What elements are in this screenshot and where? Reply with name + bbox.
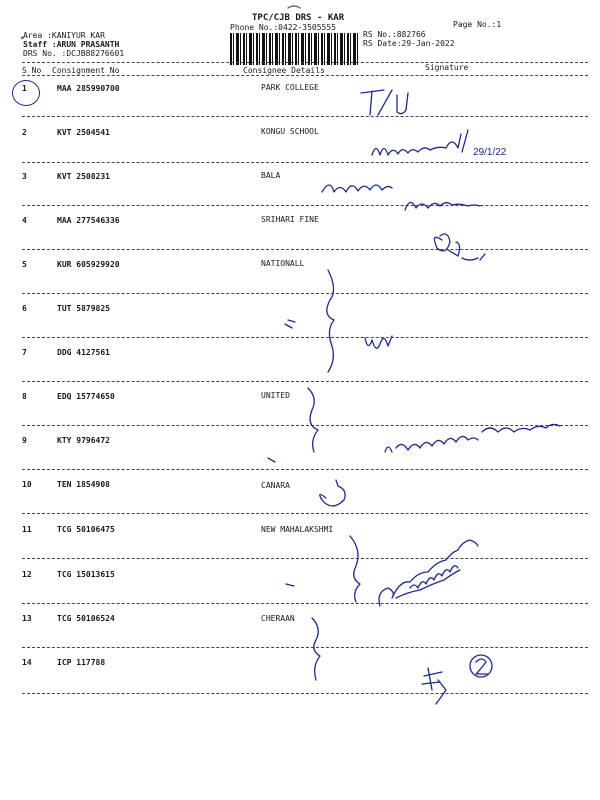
row-3-consignee: BALA — [261, 171, 281, 180]
row-2-sno: 2 — [22, 128, 27, 137]
signature-row-14 — [422, 655, 492, 704]
row-11-consignment: TCG 50106475 — [57, 525, 115, 534]
row-10-consignee: CANARA — [261, 481, 290, 490]
row-14-consignment: ICP 117788 — [57, 658, 106, 667]
row-4-consignment: MAA 277546336 — [57, 216, 120, 225]
row-10-sno: 10 — [22, 480, 32, 489]
row-2-consignee: KONGU SCHOOL — [261, 127, 319, 136]
signature-row-4 — [434, 234, 485, 260]
row-4-sno: 4 — [22, 216, 27, 225]
rs-number: RS No.:882766 — [363, 30, 426, 39]
signature-row-7 — [365, 336, 392, 348]
signature-row-9 — [385, 424, 560, 452]
row-6-consignment: TUT 5879825 — [57, 304, 110, 313]
row-1-consignment: MAA 285990700 — [57, 84, 120, 93]
row-3-sno: 3 — [22, 172, 27, 181]
column-header-sno: S No — [22, 66, 42, 75]
row-9-consignment: KTY 9796472 — [57, 436, 110, 445]
signature-row-10 — [320, 480, 345, 506]
row-8-consignment: EDQ 15774650 — [57, 392, 115, 401]
row-13-sno: 13 — [22, 614, 32, 623]
row-7-sno: 7 — [22, 348, 27, 357]
row-6-sno: 6 — [22, 304, 27, 313]
document-title: TPC/CJB DRS - KAR — [252, 13, 345, 23]
rs-date: RS Date:29-Jan-2022 — [363, 39, 455, 48]
area-field: Area :KANIYUR KAR — [23, 31, 105, 40]
page-number: Page No.:1 — [453, 20, 502, 29]
signature-row-11 — [379, 540, 478, 606]
signature-row-1 — [361, 90, 408, 115]
row-2-consignment: KVT 2504541 — [57, 128, 110, 137]
brace-rows-5-7 — [327, 270, 334, 372]
phone-number: Phone No.:0422-3505555 — [230, 23, 336, 32]
row-9-sno: 9 — [22, 436, 27, 445]
row-11-consignee: NEW MAHALAKSHMI — [261, 525, 334, 534]
row-1-sno: 1 — [22, 84, 27, 93]
row-7-consignment: DDG 4127561 — [57, 348, 110, 357]
row-5-sno: 5 — [22, 260, 27, 269]
signature-row-2 — [372, 130, 507, 158]
row-5-consignment: KUR 605929920 — [57, 260, 120, 269]
row-14-sno: 14 — [22, 658, 32, 667]
column-header-signature: Signature — [425, 63, 469, 72]
column-header-consignee: Consignee Details — [243, 66, 325, 75]
row-11-sno: 11 — [22, 525, 32, 534]
row-8-consignee: UNITED — [261, 391, 290, 400]
staff-field: Staff :ARUN PRASANTH — [23, 40, 120, 49]
row-10-consignment: TEN 1854908 — [57, 480, 110, 489]
signature-row-3 — [322, 185, 480, 210]
row-3-consignment: KVT 2508231 — [57, 172, 110, 181]
row-12-sno: 12 — [22, 570, 32, 579]
brace-rows-13-14 — [312, 618, 320, 680]
row-13-consignee: CHERAAN — [261, 614, 295, 623]
brace-rows-8-9 — [308, 388, 318, 452]
tick-mark: ✶ — [20, 34, 25, 42]
brace-rows-11-12 — [350, 536, 360, 602]
row-4-consignee: SRIHARI FINE — [261, 215, 319, 224]
svg-text:29/1/22: 29/1/22 — [473, 147, 507, 158]
row-13-consignment: TCG 50106524 — [57, 614, 115, 623]
row-8-sno: 8 — [22, 392, 27, 401]
drs-number: DRS No. :DCJB88276601 — [23, 49, 125, 58]
row-5-consignee: NATIONALL — [261, 259, 305, 268]
row-1-consignee: PARK COLLEGE — [261, 83, 319, 92]
column-header-consignment: Consignment No — [52, 66, 120, 75]
row-12-consignment: TCG 15013615 — [57, 570, 115, 579]
